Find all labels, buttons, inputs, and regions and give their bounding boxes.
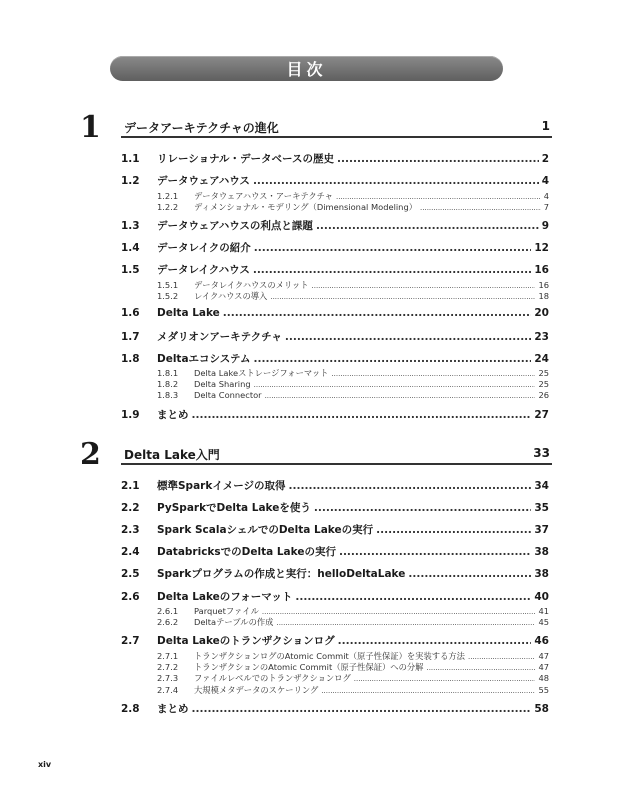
subsection-number: 2.7.2 — [157, 662, 179, 672]
subsection-number: 1.8.1 — [157, 368, 179, 379]
leader-dots — [254, 353, 532, 365]
subsection-title: ディメンショナル・モデリング（Dimensional Modeling） — [194, 201, 418, 212]
leader-dots — [265, 392, 536, 400]
section-number: 1.4 — [121, 241, 140, 254]
leader-dots — [295, 591, 531, 603]
toc-subsection-entry[interactable] — [121, 605, 549, 617]
subsection-title: 大規模メタデータのスケーリング — [194, 684, 319, 695]
section-page: 12 — [534, 241, 549, 254]
section-number: 2.5 — [121, 568, 140, 581]
section-number: 1.1 — [121, 153, 140, 165]
subsection-page: 25 — [538, 368, 549, 379]
subsection-page: 48 — [538, 673, 549, 684]
subsection-title: Delta Lakeストレージフォーマット — [194, 368, 329, 379]
chapter-number: 2 — [80, 437, 101, 472]
chapter-page: 1 — [541, 119, 550, 133]
subsection-page: 25 — [538, 378, 549, 389]
leader-dots — [420, 204, 541, 212]
toc-section-entry[interactable] — [121, 566, 549, 581]
section-page: 16 — [534, 264, 549, 276]
subsection-number: 1.2.1 — [157, 190, 179, 201]
section-number: 2.8 — [121, 702, 140, 715]
subsection-title: Delta Sharing — [194, 378, 251, 389]
toc-subsection-entry[interactable] — [121, 367, 549, 379]
leader-dots — [354, 675, 536, 683]
leader-dots — [223, 307, 532, 319]
leader-dots — [426, 664, 535, 672]
toc-subsection-entry[interactable] — [121, 390, 549, 400]
section-page: 38 — [534, 568, 549, 581]
toc-section-entry[interactable] — [121, 262, 549, 277]
toc-section-entry[interactable] — [121, 544, 549, 559]
leader-dots — [316, 220, 539, 232]
section-number: 2.1 — [121, 480, 140, 492]
toc-subsection-entry[interactable] — [121, 616, 549, 628]
toc-subsection-entry[interactable] — [121, 290, 549, 302]
section-number: 2.4 — [121, 546, 140, 559]
subsection-title: Deltaテーブルの作成 — [194, 617, 274, 628]
leader-dots — [339, 546, 531, 558]
subsection-title: Delta Connector — [194, 390, 262, 400]
toc-subsection-entry[interactable] — [121, 684, 549, 696]
subsection-title: データウェアハウス・アーキテクチャ — [194, 190, 333, 201]
subsection-page: 16 — [538, 279, 549, 290]
subsection-page: 7 — [543, 201, 549, 212]
toc-section-entry[interactable] — [121, 500, 549, 515]
section-number: 1.9 — [121, 408, 140, 421]
section-title: データレイクの紹介 — [157, 241, 251, 254]
section-title: DatabricksでのDelta Lakeの実行 — [157, 546, 336, 559]
subsection-title: ファイルレベルでのトランザクションログ — [194, 673, 351, 684]
section-page: 58 — [534, 702, 549, 715]
toc-subsection-entry[interactable] — [121, 650, 549, 662]
subsection-page: 47 — [538, 650, 549, 661]
subsection-number: 2.7.3 — [157, 673, 179, 684]
toc-banner — [110, 56, 503, 81]
toc-section-entry[interactable] — [121, 173, 549, 188]
section-number: 1.7 — [121, 330, 140, 343]
section-title: メダリオンアーキテクチャ — [157, 330, 282, 343]
chapter-title[interactable]: データアーキテクチャの進化 — [124, 121, 279, 135]
leader-dots — [262, 608, 536, 616]
subsection-page: 41 — [538, 606, 549, 616]
leader-dots — [253, 264, 532, 276]
leader-dots — [408, 568, 531, 580]
toc-section-entry[interactable] — [121, 351, 549, 366]
leader-dots — [468, 653, 535, 661]
toc-title: 目次 — [286, 60, 327, 79]
section-page: 27 — [534, 408, 549, 421]
leader-dots — [321, 687, 535, 695]
subsection-number: 2.6.1 — [157, 606, 179, 616]
subsection-page: 18 — [538, 290, 549, 301]
toc-section-entry[interactable] — [121, 151, 549, 166]
section-title: まとめ — [157, 702, 189, 715]
leader-dots — [192, 409, 532, 421]
section-title: データウェアハウスの利点と課題 — [157, 219, 313, 232]
toc-section-entry[interactable] — [121, 633, 549, 648]
toc-section-entry[interactable] — [121, 701, 549, 716]
subsection-title: Parquetファイル — [194, 606, 259, 616]
subsection-number: 2.7.4 — [157, 684, 179, 695]
subsection-title: レイクハウスの導入 — [194, 290, 268, 301]
page-folio: xiv — [38, 760, 52, 769]
section-title: 標準Sparkイメージの取得 — [157, 480, 286, 492]
toc-section-entry[interactable] — [121, 589, 549, 604]
leader-dots — [338, 635, 532, 647]
subsection-number: 1.8.2 — [157, 378, 179, 389]
toc-section-entry[interactable] — [121, 307, 549, 319]
leader-dots — [276, 619, 535, 627]
toc-subsection-entry[interactable] — [121, 190, 549, 202]
toc-subsection-entry[interactable] — [121, 379, 549, 389]
leader-dots — [337, 153, 539, 165]
section-page: 40 — [534, 590, 549, 603]
leader-dots — [285, 331, 532, 343]
section-title: Delta Lakeのトランザクションログ — [157, 635, 335, 648]
section-title: Sparkプログラムの作成と実行：helloDeltaLake — [157, 568, 406, 581]
leader-dots — [254, 381, 536, 389]
chapter-rule — [121, 463, 552, 465]
chapter-number: 1 — [80, 110, 101, 145]
section-title: データレイクハウス — [157, 264, 250, 276]
subsection-page: 55 — [538, 684, 549, 695]
section-number: 2.6 — [121, 590, 140, 603]
chapter-rule — [121, 136, 552, 138]
section-title: Deltaエコシステム — [157, 352, 251, 365]
leader-dots — [312, 282, 536, 290]
section-page: 24 — [534, 352, 549, 365]
section-page: 23 — [534, 330, 549, 343]
leader-dots — [254, 242, 532, 254]
section-number: 2.7 — [121, 635, 140, 648]
section-title: Delta Lake — [157, 306, 220, 319]
section-number: 2.2 — [121, 502, 140, 515]
section-page: 38 — [534, 546, 549, 559]
subsection-title: トランザクションログのAtomic Commit（原子性保証）を実装する方法 — [194, 650, 465, 661]
section-title: まとめ — [157, 408, 189, 421]
section-number: 2.3 — [121, 524, 140, 537]
leader-dots — [192, 703, 532, 715]
leader-dots — [289, 480, 532, 492]
section-page: 4 — [541, 175, 549, 188]
leader-dots — [253, 175, 539, 187]
subsection-number: 2.6.2 — [157, 617, 179, 628]
subsection-number: 1.5.1 — [157, 279, 179, 290]
subsection-number: 1.2.2 — [157, 201, 179, 212]
toc-subsection-entry[interactable] — [121, 661, 549, 673]
toc-section-entry[interactable] — [121, 478, 549, 493]
section-number: 1.3 — [121, 219, 140, 232]
section-title: データウェアハウス — [157, 175, 250, 188]
leader-dots — [331, 370, 535, 378]
section-title: リレーショナル・データベースの歴史 — [157, 153, 335, 165]
section-page: 2 — [541, 153, 549, 165]
toc-subsection-entry[interactable] — [121, 279, 549, 291]
section-number: 1.6 — [121, 306, 140, 319]
leader-dots — [270, 293, 535, 301]
toc-section-entry[interactable] — [121, 329, 549, 344]
chapter-page: 33 — [533, 446, 550, 460]
subsection-title: トランザクションのAtomic Commit（原子性保証）への分解 — [194, 662, 424, 672]
section-page: 20 — [534, 306, 549, 319]
subsection-title: データレイクハウスのメリット — [194, 279, 309, 290]
subsection-page: 4 — [543, 190, 549, 201]
toc-section-entry[interactable] — [121, 407, 549, 422]
section-page: 46 — [534, 635, 549, 648]
toc-subsection-entry[interactable] — [121, 672, 549, 684]
toc-subsection-entry[interactable] — [121, 201, 549, 213]
section-number: 1.5 — [121, 264, 140, 276]
subsection-page: 47 — [538, 662, 549, 672]
subsection-page: 26 — [538, 390, 549, 400]
leader-dots — [314, 502, 532, 514]
section-page: 34 — [534, 480, 549, 492]
section-title: PySparkでDelta Lakeを使う — [157, 502, 311, 515]
section-page: 35 — [534, 502, 549, 515]
subsection-number: 1.8.3 — [157, 390, 179, 400]
leader-dots — [336, 193, 541, 201]
section-title: Spark ScalaシェルでのDelta Lakeの実行 — [157, 524, 374, 537]
section-page: 9 — [541, 219, 549, 232]
subsection-page: 45 — [538, 617, 549, 628]
chapter-title[interactable]: Delta Lake入門 — [124, 448, 220, 462]
section-number: 1.2 — [121, 175, 140, 188]
toc-section-entry[interactable] — [121, 240, 549, 255]
toc-section-entry[interactable] — [121, 522, 549, 537]
section-page: 37 — [534, 524, 549, 537]
section-title: Delta Lakeのフォーマット — [157, 590, 293, 603]
toc-section-entry[interactable] — [121, 218, 549, 233]
leader-dots — [376, 524, 531, 536]
subsection-number: 1.5.2 — [157, 290, 179, 301]
subsection-number: 2.7.1 — [157, 650, 179, 661]
section-number: 1.8 — [121, 352, 140, 365]
